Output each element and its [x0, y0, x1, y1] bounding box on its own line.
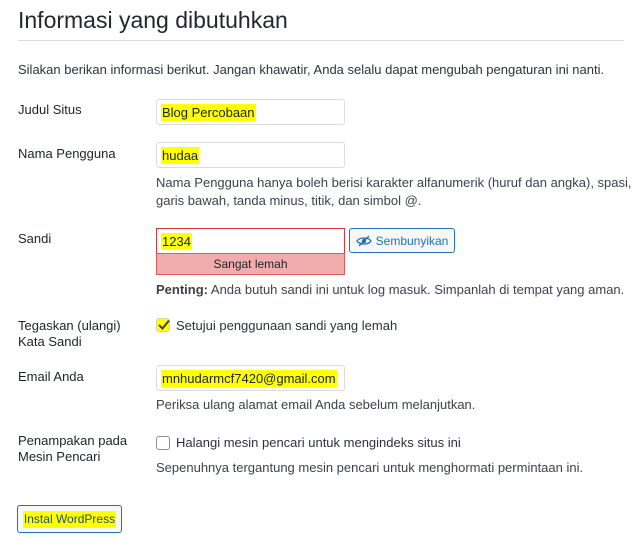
- username-help-line1: Nama Pengguna hanya boleh berisi karakter alfanumerik (huruf dan angka), spasi,: [156, 175, 632, 190]
- username-input[interactable]: [156, 142, 345, 168]
- email-value: mnhudarmcf7420@gmail.com: [162, 370, 336, 386]
- username-value: hudaa: [162, 147, 199, 163]
- email-input[interactable]: [156, 365, 345, 391]
- install-wordpress-label: Instal WordPress: [23, 511, 116, 526]
- intro-text: Silakan berikan informasi berikut. Jangan khawatir, Anda selalu dapat mengubah pengaturan ini nanti.: [18, 62, 605, 77]
- site-title-value: Blog Percobaan: [162, 104, 255, 120]
- eye-slash-icon: [356, 235, 372, 247]
- password-strength-meter: Sangat lemah: [156, 253, 345, 275]
- email-help: Periksa ulang alamat email Anda sebelum melanjutkan.: [156, 397, 476, 412]
- important-text: Anda butuh sandi ini untuk log masuk. Simpanlah di tempat yang aman.: [208, 282, 625, 297]
- hide-password-label: Sembunyikan: [375, 233, 449, 248]
- email-label: Email Anda: [18, 369, 84, 384]
- confirm-label-line1: Tegaskan (ulangi): [18, 318, 121, 333]
- page-title: Informasi yang dibutuhkan: [18, 7, 288, 33]
- visibility-label-line1: Penampakan pada: [18, 433, 128, 448]
- confirm-weak-password-checkbox[interactable]: [156, 318, 170, 332]
- discourage-search-engines-label: Halangi mesin pencari untuk mengindeks situs ini: [176, 435, 461, 450]
- hide-password-button[interactable]: [349, 228, 455, 253]
- discourage-search-engines-checkbox[interactable]: [156, 436, 170, 450]
- install-wordpress-button[interactable]: [17, 505, 122, 533]
- title-divider: [18, 40, 624, 41]
- confirm-label-line2: Kata Sandi: [18, 334, 82, 349]
- password-input[interactable]: [156, 228, 345, 253]
- site-title-input[interactable]: [156, 99, 345, 125]
- password-important-note: [156, 279, 624, 300]
- username-help-line2: garis bawah, tanda minus, titik, dan simbol @.: [156, 193, 422, 208]
- confirm-weak-password-label: Setujui penggunaan sandi yang lemah: [176, 318, 398, 333]
- visibility-label-line2: Mesin Pencari: [18, 449, 101, 464]
- site-title-label: Judul Situs: [18, 102, 82, 117]
- visibility-help: Sepenuhnya tergantung mesin pencari untuk menghormati permintaan ini.: [156, 460, 584, 475]
- password-value: 1234: [162, 233, 191, 249]
- important-prefix: Penting:: [156, 282, 208, 297]
- username-label: Nama Pengguna: [18, 146, 116, 161]
- password-label: Sandi: [18, 231, 52, 246]
